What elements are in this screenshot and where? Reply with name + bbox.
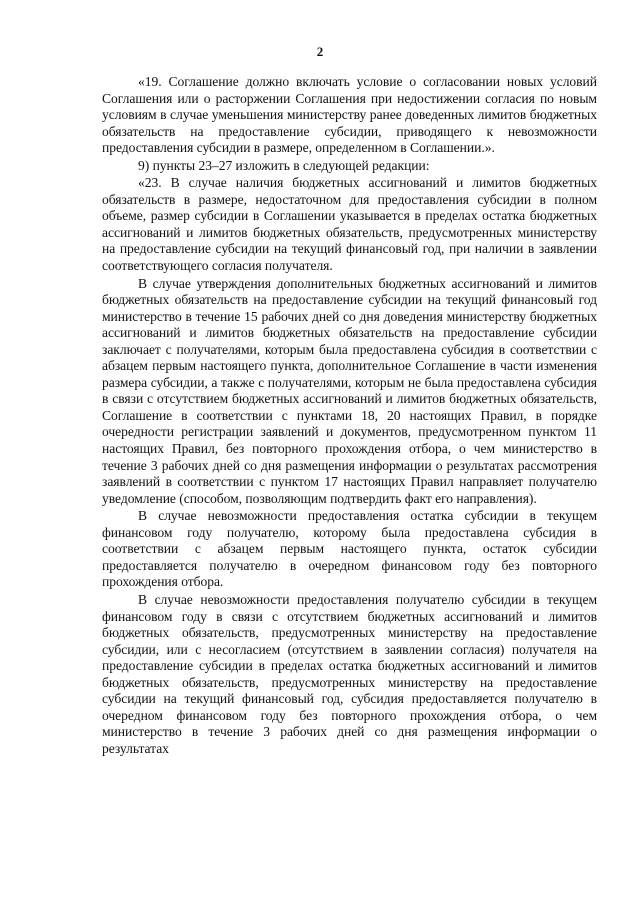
paragraph-amendment-9: 9) пункты 23–27 изложить в следующей редакции: (138, 157, 430, 173)
page-number: 2 (316, 44, 324, 59)
paragraph-clause-19: «19. Соглашение должно включать условие о согласовании новых условий Соглашения или о расторжении Соглашения при недостижении согласия по новым условиям в случае уменьшения министерству ранее доведенных лимитов бюджетных обязательств на предоставление субсидии, приводящего к невозможности предоставления субсидии в размере, определенном в Соглашении.». (102, 74, 597, 156)
paragraph-impossibility: В случае невозможности предоставления получателю субсидии в текущем финансовом году в связи с отсутствием бюджетных ассигнований и лимитов бюджетных обязательств, предусмотренных министерству на предоставление субсидии, или с несогласием (отсутствием в заявлении согласия) получателя на предоставление субсидии в пределах остатка бюджетных ассигнований и лимитов бюджетных обязательств, предусмотренных министерству на предоставление субсидии на текущий финансовый год, субсидия предоставляется получателю в очередном финансовом году без повторного прохождения отбора, о чем министерство в течение 3 рабочих дней со дня размещения информации о результатах (102, 591, 597, 756)
paragraph-clause-23: «23. В случае наличия бюджетных ассигнований и лимитов бюджетных обязательств в размере, недостаточном для предоставления субсидии в полном объеме, размер субсидии в Соглашении указывается в пределах остатка бюджетных ассигнований и лимитов бюджетных обязательств, предусмотренных министерству на предоставление субсидии на текущий финансовый год, при наличии в заявлении соответствующего согласия получателя. (102, 175, 597, 274)
document-body (102, 74, 597, 758)
paragraph-additional-allocations: В случае утверждения дополнительных бюджетных ассигнований и лимитов бюджетных обязательств на предоставление субсидии на текущий финансовый год министерство в течение 15 рабочих дней со дня доведения министерству бюджетных ассигнований и лимитов бюджетных обязательств на предоставление субсидии заключает с получателями, которым была предоставлена субсидия в соответствии с абзацем первым настоящего пункта, дополнительное Соглашение в части изменения размера субсидии, а также с получателями, которым не была предоставлена субсидия в связи с отсутствием бюджетных ассигнований и лимитов бюджетных обязательств, Соглашение в соответствии с пунктами 18, 20 настоящих Правил, в порядке очередности регистрации заявлений и документов, предусмотренном пунктом 11 настоящих Правил, без повторного прохождения отбора, о чем министерство в течение 3 рабочих дней со дня размещения информации о результатах рассмотрения заявлений в соответствии с пунктом 17 настоящих Правил направляет получателю уведомление (способом, позволяющим подтвердить факт его направления). (102, 275, 597, 506)
paragraph-remaining-subsidy: В случае невозможности предоставления остатка субсидии в текущем финансовом году получателю, которому была предоставлена субсидия в соответствии с абзацем первым настоящего пункта, остаток субсидии предоставляется получателю в очередном финансовом году без повторного прохождения отбора. (102, 508, 597, 590)
